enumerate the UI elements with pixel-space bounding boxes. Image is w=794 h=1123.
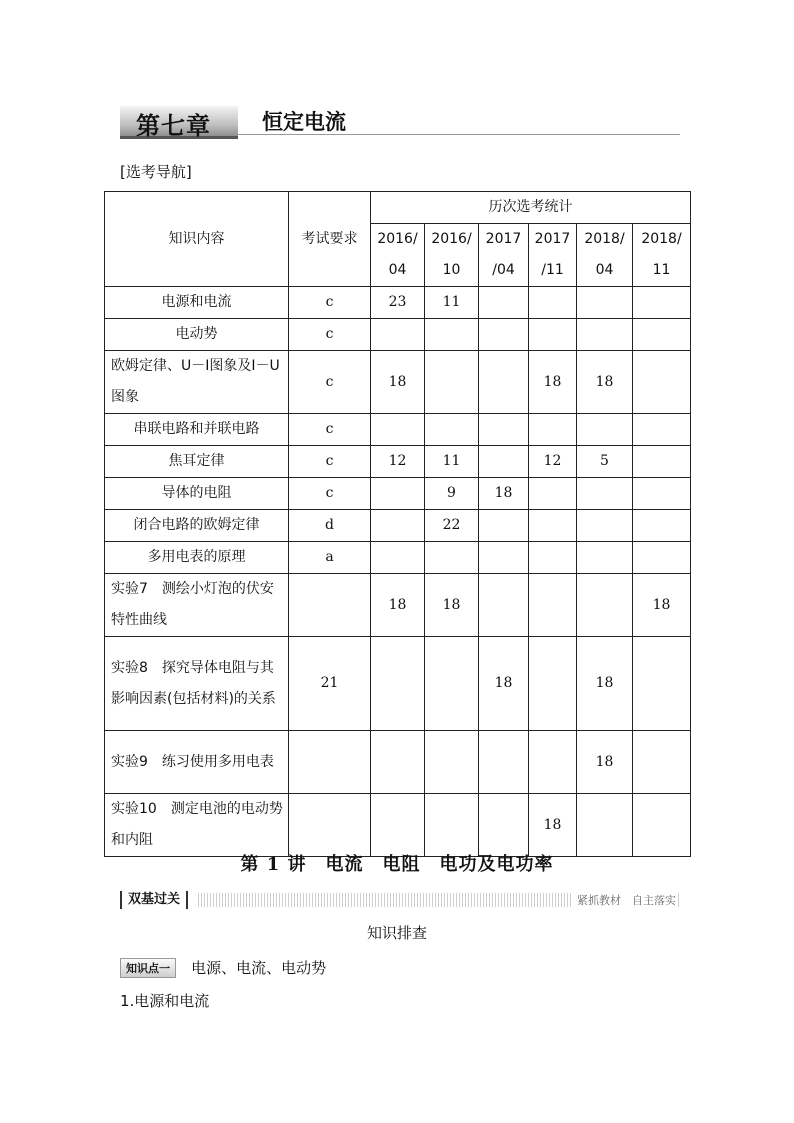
chapter-number: 第七章 bbox=[136, 112, 211, 140]
stat-cell bbox=[577, 794, 633, 857]
requirement-cell: c bbox=[289, 478, 371, 510]
requirement-cell bbox=[289, 794, 371, 857]
stat-cell bbox=[529, 731, 577, 794]
stat-cell bbox=[425, 542, 479, 574]
table-row bbox=[105, 731, 691, 794]
stat-cell bbox=[633, 731, 691, 794]
stat-cell bbox=[577, 287, 633, 319]
table-body bbox=[105, 287, 691, 857]
header-year-part: 2016/ bbox=[431, 231, 472, 247]
stat-cell: 18 bbox=[371, 574, 425, 637]
stat-cell bbox=[425, 637, 479, 731]
stat-cell bbox=[479, 351, 529, 414]
stat-cell: 12 bbox=[529, 446, 577, 478]
topic-cell: 焦耳定律 bbox=[105, 446, 289, 478]
stat-cell bbox=[371, 637, 425, 731]
header-year bbox=[425, 224, 479, 287]
topic-cell: 闭合电路的欧姆定律 bbox=[105, 510, 289, 542]
stat-cell bbox=[577, 510, 633, 542]
stat-cell bbox=[479, 794, 529, 857]
knowledge-point-title: 电源、电流、电动势 bbox=[191, 959, 327, 977]
stat-cell bbox=[371, 510, 425, 542]
stat-cell bbox=[479, 542, 529, 574]
topic-cell: 电源和电流 bbox=[105, 287, 289, 319]
header-year-part: 11 bbox=[652, 262, 671, 278]
header-year-part: 10 bbox=[442, 262, 461, 278]
subheading: 知识排查 bbox=[366, 924, 427, 942]
table-row bbox=[105, 414, 691, 446]
stat-cell bbox=[633, 478, 691, 510]
requirement-cell bbox=[289, 574, 371, 637]
stat-cell bbox=[529, 637, 577, 731]
stat-cell bbox=[633, 446, 691, 478]
stat-cell bbox=[633, 510, 691, 542]
header-year bbox=[529, 224, 577, 287]
header-year-part: /11 bbox=[541, 262, 564, 278]
section-tag: 双基过关 bbox=[120, 891, 188, 909]
stat-cell bbox=[371, 794, 425, 857]
stat-cell bbox=[371, 319, 425, 351]
stat-cell bbox=[577, 478, 633, 510]
stat-cell bbox=[479, 287, 529, 319]
stat-cell bbox=[371, 731, 425, 794]
stat-cell bbox=[577, 319, 633, 351]
table-row bbox=[105, 446, 691, 478]
table-row bbox=[105, 351, 691, 414]
chapter-header bbox=[120, 104, 680, 138]
stat-cell bbox=[529, 414, 577, 446]
stat-cell: 18 bbox=[577, 351, 633, 414]
header-year-part: 2016/ bbox=[377, 231, 418, 247]
stat-cell bbox=[633, 414, 691, 446]
stat-cell: 18 bbox=[479, 478, 529, 510]
chapter-rule bbox=[238, 134, 680, 135]
stat-cell bbox=[577, 542, 633, 574]
chapter-badge bbox=[120, 106, 238, 139]
stat-cell: 18 bbox=[529, 351, 577, 414]
topic-cell: 电动势 bbox=[105, 319, 289, 351]
header-year-part: 2017 bbox=[534, 231, 571, 247]
stat-cell bbox=[479, 319, 529, 351]
stat-cell bbox=[529, 542, 577, 574]
stat-cell: 18 bbox=[577, 637, 633, 731]
header-year-part: 2018/ bbox=[641, 231, 682, 247]
stat-cell: 18 bbox=[479, 637, 529, 731]
stat-cell bbox=[425, 794, 479, 857]
table-row bbox=[105, 542, 691, 574]
stat-cell: 11 bbox=[425, 446, 479, 478]
topic-cell: 实验7 测绘小灯泡的伏安特性曲线 bbox=[105, 574, 289, 637]
stat-cell bbox=[425, 319, 479, 351]
stat-cell bbox=[529, 287, 577, 319]
stat-cell: 23 bbox=[371, 287, 425, 319]
table-row bbox=[105, 478, 691, 510]
requirement-cell: c bbox=[289, 446, 371, 478]
stat-cell bbox=[371, 478, 425, 510]
stat-cell bbox=[479, 414, 529, 446]
stat-cell bbox=[577, 574, 633, 637]
stat-cell bbox=[479, 446, 529, 478]
header-year bbox=[479, 224, 529, 287]
knowledge-point-row bbox=[120, 957, 326, 977]
requirement-cell: c bbox=[289, 351, 371, 414]
stat-cell bbox=[425, 351, 479, 414]
header-requirement: 考试要求 bbox=[289, 192, 371, 287]
requirement-cell: c bbox=[289, 287, 371, 319]
stat-cell bbox=[577, 414, 633, 446]
section-note: 紧抓教材 自主落实 bbox=[571, 892, 676, 908]
topic-cell: 多用电表的原理 bbox=[105, 542, 289, 574]
item-heading: 1.电源和电流 bbox=[120, 992, 210, 1010]
stat-cell: 18 bbox=[371, 351, 425, 414]
table-row bbox=[105, 794, 691, 857]
topic-cell: 欧姆定律、U－I图象及I－U图象 bbox=[105, 351, 289, 414]
topic-cell: 实验9 练习使用多用电表 bbox=[105, 731, 289, 794]
stat-cell bbox=[529, 478, 577, 510]
header-stats: 历次选考统计 bbox=[371, 192, 691, 224]
header-year-part: 2018/ bbox=[584, 231, 625, 247]
requirement-cell bbox=[289, 731, 371, 794]
stat-cell bbox=[479, 731, 529, 794]
stat-cell bbox=[425, 414, 479, 446]
stat-cell bbox=[529, 319, 577, 351]
stat-cell bbox=[633, 794, 691, 857]
stat-cell bbox=[633, 319, 691, 351]
stat-cell bbox=[479, 510, 529, 542]
header-year bbox=[371, 224, 425, 287]
stat-cell: 12 bbox=[371, 446, 425, 478]
table-row bbox=[105, 574, 691, 637]
header-year bbox=[633, 224, 691, 287]
requirement-cell: d bbox=[289, 510, 371, 542]
table-row bbox=[105, 287, 691, 319]
header-year-part: 04 bbox=[595, 262, 614, 278]
table-row bbox=[105, 510, 691, 542]
stat-cell: 18 bbox=[633, 574, 691, 637]
stat-cell: 18 bbox=[425, 574, 479, 637]
stat-cell bbox=[633, 287, 691, 319]
header-topic: 知识内容 bbox=[105, 192, 289, 287]
stat-cell bbox=[371, 542, 425, 574]
stat-cell bbox=[479, 574, 529, 637]
stat-cell: 5 bbox=[577, 446, 633, 478]
stat-cell: 22 bbox=[425, 510, 479, 542]
header-year-part: /04 bbox=[492, 262, 515, 278]
stat-cell bbox=[633, 542, 691, 574]
stat-cell bbox=[425, 731, 479, 794]
stat-cell: 11 bbox=[425, 287, 479, 319]
nav-label: [选考导航] bbox=[120, 163, 192, 181]
syllabus-table bbox=[104, 191, 691, 857]
topic-cell: 实验10 测定电池的电动势和内阻 bbox=[105, 794, 289, 857]
stat-cell: 18 bbox=[529, 794, 577, 857]
topic-cell: 串联电路和并联电路 bbox=[105, 414, 289, 446]
section-bar bbox=[120, 891, 680, 909]
stat-cell: 9 bbox=[425, 478, 479, 510]
stat-cell bbox=[529, 510, 577, 542]
requirement-cell: a bbox=[289, 542, 371, 574]
table-row bbox=[105, 319, 691, 351]
lecture-title: 第 1 讲 电流 电阻 电功及电功率 bbox=[240, 854, 554, 875]
header-year-part: 04 bbox=[388, 262, 407, 278]
stat-cell bbox=[633, 351, 691, 414]
requirement-cell: 21 bbox=[289, 637, 371, 731]
header-year-part: 2017 bbox=[485, 231, 522, 247]
chapter-title: 恒定电流 bbox=[262, 110, 346, 134]
table-row bbox=[105, 637, 691, 731]
stat-cell bbox=[529, 574, 577, 637]
topic-cell: 实验8 探究导体电阻与其影响因素(包括材料)的关系 bbox=[105, 637, 289, 731]
stat-cell bbox=[633, 637, 691, 731]
requirement-cell: c bbox=[289, 319, 371, 351]
header-year bbox=[577, 224, 633, 287]
requirement-cell: c bbox=[289, 414, 371, 446]
knowledge-point-tag: 知识点一 bbox=[120, 958, 176, 978]
stat-cell: 18 bbox=[577, 731, 633, 794]
stat-cell bbox=[371, 414, 425, 446]
topic-cell: 导体的电阻 bbox=[105, 478, 289, 510]
